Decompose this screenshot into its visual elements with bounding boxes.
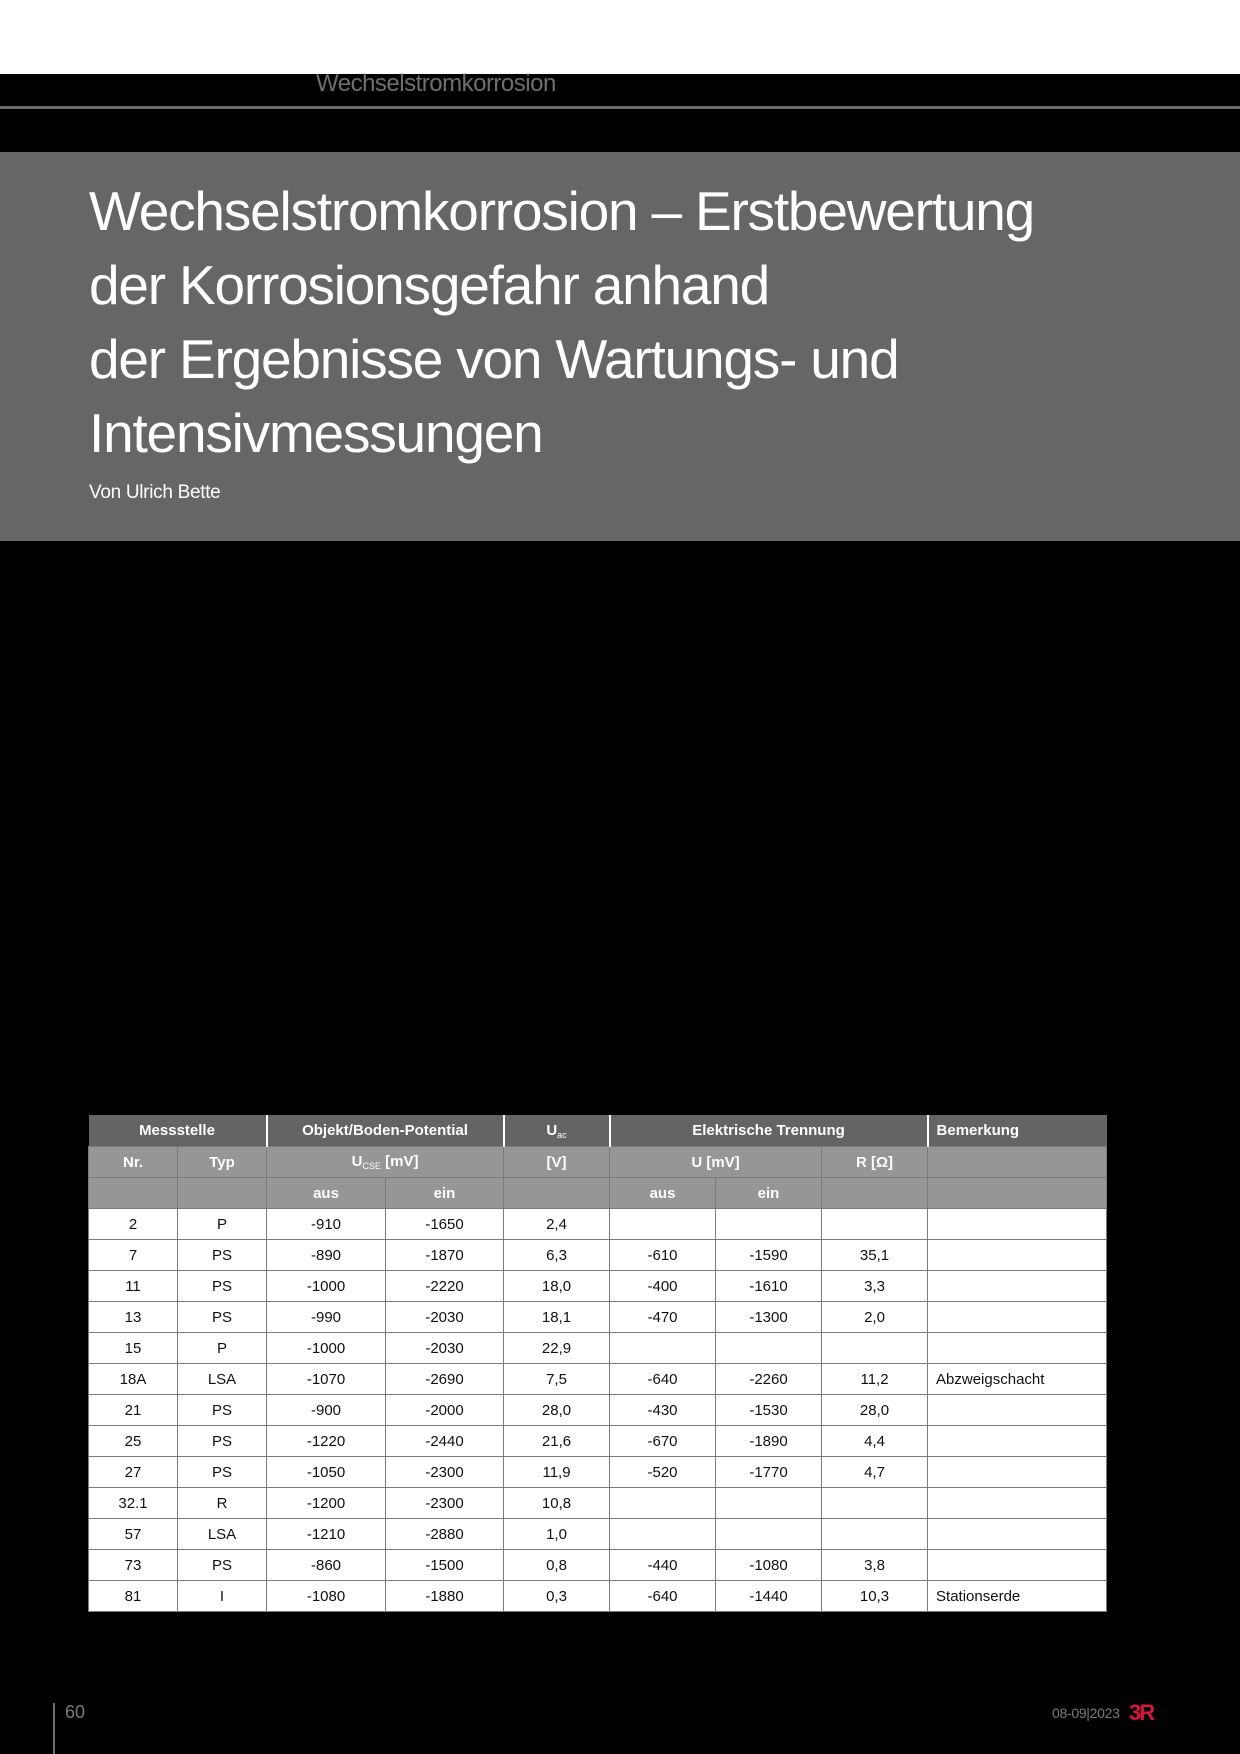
- cell-u-aus: -640: [610, 1581, 716, 1612]
- cell-typ: PS: [178, 1271, 267, 1302]
- col-uac: $U_{ac}$: [504, 1115, 610, 1147]
- cell-nr: 73: [89, 1550, 178, 1581]
- cell-nr: 18A: [89, 1364, 178, 1395]
- cell-r: 4,4: [822, 1426, 928, 1457]
- cell-pot-aus: -1000: [267, 1333, 386, 1364]
- table-row: [89, 1333, 1107, 1364]
- issue-date: 08-09|2023: [1052, 1705, 1120, 1721]
- cell-typ: LSA: [178, 1364, 267, 1395]
- cell-r: [822, 1333, 928, 1364]
- col-group-messstelle: Messstelle: [89, 1115, 267, 1147]
- cell-pot-ein: -1870: [386, 1240, 504, 1271]
- cell-pot-aus: -890: [267, 1240, 386, 1271]
- cell-typ: PS: [178, 1457, 267, 1488]
- title-line: Wechselstromkorrosion – Erstbewertung: [89, 180, 1034, 242]
- cell-pot-aus: -860: [267, 1550, 386, 1581]
- cell-typ: PS: [178, 1240, 267, 1271]
- col-empty: [504, 1178, 610, 1209]
- col-u-mv: U [mV]: [610, 1147, 822, 1178]
- col-u-ein: ein: [716, 1178, 822, 1209]
- cell-u-ein: -1610: [716, 1271, 822, 1302]
- header-rule: [0, 106, 1240, 109]
- cell-typ: R: [178, 1488, 267, 1519]
- footer-rule: [53, 1703, 55, 1754]
- cell-r: 11,2: [822, 1364, 928, 1395]
- cell-u-aus: [610, 1488, 716, 1519]
- title-line: der Ergebnisse von Wartungs- und: [89, 328, 899, 390]
- cell-u-ein: -1890: [716, 1426, 822, 1457]
- cell-uac: 0,8: [504, 1550, 610, 1581]
- cell-bemerkung: [928, 1240, 1107, 1271]
- col-group-trennung: Elektrische Trennung: [610, 1115, 928, 1147]
- cell-u-ein: [716, 1519, 822, 1550]
- cell-uac: 2,4: [504, 1209, 610, 1240]
- cell-u-ein: -1300: [716, 1302, 822, 1333]
- cell-typ: PS: [178, 1395, 267, 1426]
- cell-u-aus: -440: [610, 1550, 716, 1581]
- cell-nr: 27: [89, 1457, 178, 1488]
- col-nr: Nr.: [89, 1147, 178, 1178]
- cell-pot-ein: -2880: [386, 1519, 504, 1550]
- cell-u-aus: -670: [610, 1426, 716, 1457]
- col-empty: [178, 1178, 267, 1209]
- cell-bemerkung: [928, 1488, 1107, 1519]
- cell-pot-aus: -1050: [267, 1457, 386, 1488]
- table-row: [89, 1302, 1107, 1333]
- table-row: [89, 1240, 1107, 1271]
- col-typ: Typ: [178, 1147, 267, 1178]
- col-empty: [89, 1178, 178, 1209]
- cell-bemerkung: [928, 1395, 1107, 1426]
- cell-pot-ein: -2030: [386, 1333, 504, 1364]
- col-empty: [928, 1178, 1107, 1209]
- cell-u-ein: [716, 1488, 822, 1519]
- col-u-aus: aus: [610, 1178, 716, 1209]
- cell-u-ein: -1080: [716, 1550, 822, 1581]
- cell-nr: 2: [89, 1209, 178, 1240]
- cell-nr: 11: [89, 1271, 178, 1302]
- cell-r: [822, 1209, 928, 1240]
- cell-r: [822, 1488, 928, 1519]
- col-empty: [822, 1178, 928, 1209]
- cell-uac: 21,6: [504, 1426, 610, 1457]
- cell-uac: 18,0: [504, 1271, 610, 1302]
- cell-pot-ein: -1880: [386, 1581, 504, 1612]
- cell-pot-ein: -2440: [386, 1426, 504, 1457]
- cell-r: 4,7: [822, 1457, 928, 1488]
- cell-pot-aus: -1220: [267, 1426, 386, 1457]
- table-row: [89, 1271, 1107, 1302]
- cell-pot-ein: -1650: [386, 1209, 504, 1240]
- cell-uac: 22,9: [504, 1333, 610, 1364]
- cell-r: 10,3: [822, 1581, 928, 1612]
- running-head: Wechselstromkorrosion: [316, 70, 556, 97]
- cell-r: 2,0: [822, 1302, 928, 1333]
- cell-u-ein: -2260: [716, 1364, 822, 1395]
- cell-uac: 6,3: [504, 1240, 610, 1271]
- cell-pot-ein: -2000: [386, 1395, 504, 1426]
- cell-uac: 0,3: [504, 1581, 610, 1612]
- page-number: 60: [65, 1702, 86, 1722]
- cell-pot-aus: -1200: [267, 1488, 386, 1519]
- cell-pot-ein: -2220: [386, 1271, 504, 1302]
- cell-nr: 15: [89, 1333, 178, 1364]
- col-r-ohm: R [Ω]: [822, 1147, 928, 1178]
- publisher-logo-icon: 3R: [1129, 1700, 1154, 1725]
- cell-u-ein: [716, 1333, 822, 1364]
- cell-pot-ein: -2300: [386, 1488, 504, 1519]
- cell-r: 3,8: [822, 1550, 928, 1581]
- header-row-3: [89, 1178, 1107, 1209]
- col-ucse: $U_{CSE}$ [mV]: [267, 1147, 504, 1178]
- cell-u-aus: -430: [610, 1395, 716, 1426]
- cell-bemerkung: [928, 1271, 1107, 1302]
- col-bemerkung: Bemerkung: [928, 1115, 1107, 1147]
- table-row: [89, 1488, 1107, 1519]
- cell-u-aus: -470: [610, 1302, 716, 1333]
- cell-nr: 13: [89, 1302, 178, 1333]
- cell-typ: LSA: [178, 1519, 267, 1550]
- cell-typ: PS: [178, 1426, 267, 1457]
- cell-u-aus: -610: [610, 1240, 716, 1271]
- header-row-1: [89, 1115, 1107, 1147]
- title-band: [0, 152, 1240, 541]
- cell-u-ein: -1770: [716, 1457, 822, 1488]
- cell-pot-aus: -900: [267, 1395, 386, 1426]
- table-row: [89, 1209, 1107, 1240]
- cell-nr: 25: [89, 1426, 178, 1457]
- cell-uac: 18,1: [504, 1302, 610, 1333]
- cell-u-aus: -640: [610, 1364, 716, 1395]
- table-row: [89, 1519, 1107, 1550]
- cell-uac: 28,0: [504, 1395, 610, 1426]
- cell-pot-aus: -990: [267, 1302, 386, 1333]
- cell-bemerkung: [928, 1426, 1107, 1457]
- cell-bemerkung: Abzweigschacht: [928, 1364, 1107, 1395]
- table-row: [89, 1457, 1107, 1488]
- cell-typ: PS: [178, 1550, 267, 1581]
- cell-typ: P: [178, 1333, 267, 1364]
- cell-bemerkung: Stationserde: [928, 1581, 1107, 1612]
- cell-uac: 7,5: [504, 1364, 610, 1395]
- cell-pot-aus: -1000: [267, 1271, 386, 1302]
- cell-nr: 81: [89, 1581, 178, 1612]
- table-row: [89, 1364, 1107, 1395]
- cell-nr: 32.1: [89, 1488, 178, 1519]
- col-group-potential: Objekt/Boden-Potential: [267, 1115, 504, 1147]
- cell-bemerkung: [928, 1333, 1107, 1364]
- table-row: [89, 1395, 1107, 1426]
- cell-r: 3,3: [822, 1271, 928, 1302]
- cell-u-ein: -1590: [716, 1240, 822, 1271]
- cell-u-aus: [610, 1519, 716, 1550]
- cell-pot-ein: -2690: [386, 1364, 504, 1395]
- cell-typ: I: [178, 1581, 267, 1612]
- cell-u-ein: [716, 1209, 822, 1240]
- cell-u-aus: -400: [610, 1271, 716, 1302]
- cell-r: 28,0: [822, 1395, 928, 1426]
- cell-uac: 11,9: [504, 1457, 610, 1488]
- cell-bemerkung: [928, 1302, 1107, 1333]
- cell-pot-ein: -1500: [386, 1550, 504, 1581]
- cell-r: 35,1: [822, 1240, 928, 1271]
- measurement-table: [88, 1115, 1107, 1612]
- cell-pot-aus: -910: [267, 1209, 386, 1240]
- table-row: [89, 1426, 1107, 1457]
- cell-typ: P: [178, 1209, 267, 1240]
- cell-pot-ein: -2030: [386, 1302, 504, 1333]
- cell-bemerkung: [928, 1457, 1107, 1488]
- title-line: Intensivmessungen: [89, 402, 543, 464]
- col-v-unit: [V]: [504, 1147, 610, 1178]
- col-pot-ein: ein: [386, 1178, 504, 1209]
- article-title: [89, 174, 1034, 470]
- byline: Von Ulrich Bette: [89, 482, 221, 503]
- col-pot-aus: aus: [267, 1178, 386, 1209]
- cell-u-aus: [610, 1209, 716, 1240]
- cell-nr: 7: [89, 1240, 178, 1271]
- cell-pot-ein: -2300: [386, 1457, 504, 1488]
- cell-bemerkung: [928, 1519, 1107, 1550]
- cell-nr: 21: [89, 1395, 178, 1426]
- cell-r: [822, 1519, 928, 1550]
- cell-pot-aus: -1070: [267, 1364, 386, 1395]
- cell-uac: 10,8: [504, 1488, 610, 1519]
- cell-u-ein: -1440: [716, 1581, 822, 1612]
- cell-pot-aus: -1080: [267, 1581, 386, 1612]
- table-row: [89, 1550, 1107, 1581]
- cell-nr: 57: [89, 1519, 178, 1550]
- cell-u-aus: -520: [610, 1457, 716, 1488]
- cell-bemerkung: [928, 1209, 1107, 1240]
- header-row-2: [89, 1147, 1107, 1178]
- cell-uac: 1,0: [504, 1519, 610, 1550]
- cell-pot-aus: -1210: [267, 1519, 386, 1550]
- table-row: [89, 1581, 1107, 1612]
- cell-u-ein: -1530: [716, 1395, 822, 1426]
- col-empty: [928, 1147, 1107, 1178]
- cell-typ: PS: [178, 1302, 267, 1333]
- cell-u-aus: [610, 1333, 716, 1364]
- cell-bemerkung: [928, 1550, 1107, 1581]
- page-top-margin: [0, 0, 1240, 74]
- title-line: der Korrosionsgefahr anhand: [89, 254, 770, 316]
